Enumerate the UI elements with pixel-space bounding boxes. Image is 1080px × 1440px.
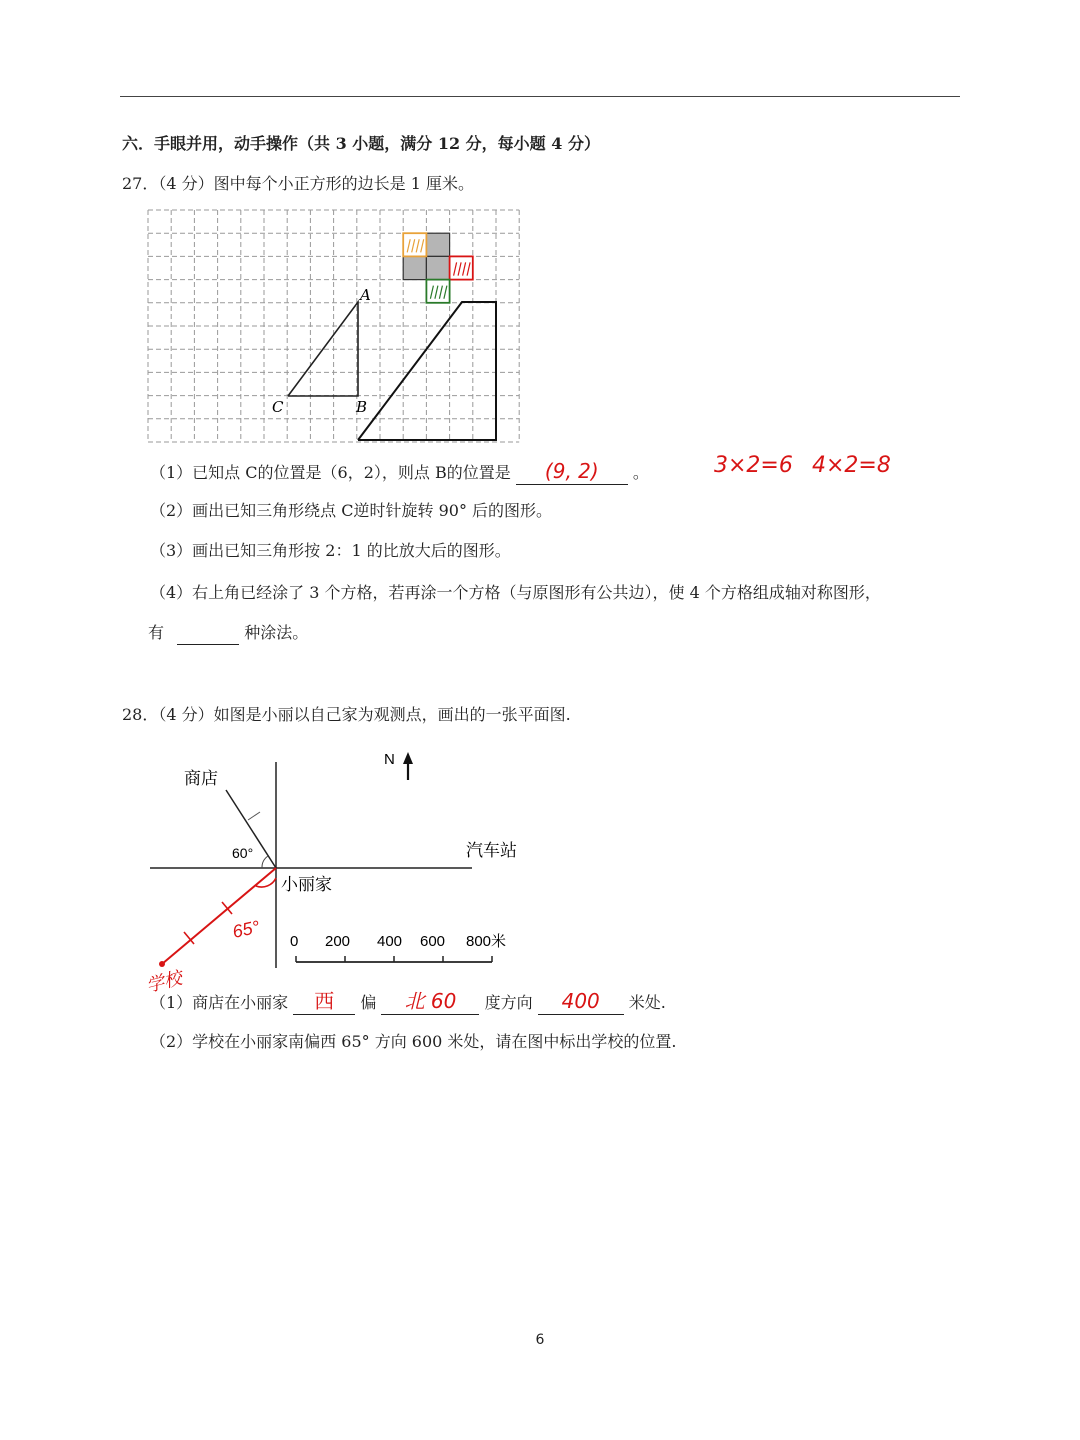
scale-400: 400 — [377, 933, 403, 950]
label-b: B — [356, 398, 368, 416]
q27-work-2: 4×2=8 — [812, 453, 891, 478]
q28-ans-2: 北 60 — [404, 989, 457, 1013]
home-label: 小丽家 — [281, 875, 332, 894]
q28-sub1-a: （1）商店在小丽家 — [150, 993, 289, 1012]
angle-label: 60° — [232, 845, 254, 861]
hand-angle-label: 65° — [230, 916, 262, 942]
q27-work-1: 3×2=6 — [714, 453, 793, 478]
scale-200: 200 — [325, 933, 351, 950]
school-line — [162, 868, 276, 964]
scale-800: 800米 — [466, 933, 507, 950]
page-number: 6 — [535, 1332, 545, 1348]
q28-blank-1[interactable] — [293, 990, 355, 1015]
shop-label: 商店 — [184, 769, 218, 788]
q28-sub2: （2）学校在小丽家南偏西 65° 方向 600 米处，请在图中标出学校的位置. — [150, 1032, 677, 1051]
north-label: N — [384, 751, 395, 768]
q28-sub1-b: 偏 — [360, 993, 377, 1012]
q27-sub1-end: 。 — [632, 463, 649, 482]
q27-sub4: （4）右上角已经涂了 3 个方格，若再涂一个方格（与原图形有公共边），使 4 个方格组成轴对称图形， — [150, 583, 881, 602]
north-arrow-icon — [403, 752, 413, 764]
label-a: A — [360, 286, 371, 304]
q28-sub1 — [150, 990, 666, 1015]
q28-stem: 28．（4 分）如图是小丽以自己家为观测点，画出的一张平面图. — [122, 705, 571, 724]
q28-blank-3[interactable] — [538, 990, 624, 1015]
section-title: 六．手眼并用，动手操作（共 3 小题，满分 12 分，每小题 4 分） — [122, 134, 600, 153]
q27-sub4-post: 种涂法。 — [244, 623, 309, 642]
scale-0: 0 — [290, 933, 299, 950]
q28-blank-2[interactable] — [381, 990, 479, 1015]
q27-sub1-text: （1）已知点 C的位置是（6，2），则点 B的位置是 — [150, 463, 511, 482]
q27-sub4-pre: 有 — [148, 623, 165, 642]
q28-sub1-c: 度方向 — [484, 993, 533, 1012]
q27-sub2: （2）画出已知三角形绕点 C逆时针旋转 90° 后的图形。 — [150, 501, 553, 520]
scale-bar — [296, 956, 492, 962]
q27-sub1-answer: (9, 2) — [544, 459, 599, 483]
q28-sub1-d: 米处. — [628, 993, 666, 1012]
school-label: 学校 — [144, 967, 184, 996]
q28-ans-1: 西 — [314, 989, 335, 1013]
angle-arc-60 — [262, 856, 268, 868]
q27-stem: 27．（4 分）图中每个小正方形的边长是 1 厘米。 — [122, 174, 474, 193]
shop-tick-1 — [248, 812, 260, 820]
label-c: C — [272, 398, 284, 416]
scale-600: 600 — [420, 933, 446, 950]
school-point — [159, 961, 165, 967]
q28-ans-3: 400 — [561, 989, 600, 1013]
q27-sub3: （3）画出已知三角形按 2：1 的比放大后的图形。 — [150, 541, 511, 560]
station-label: 汽车站 — [466, 841, 517, 860]
